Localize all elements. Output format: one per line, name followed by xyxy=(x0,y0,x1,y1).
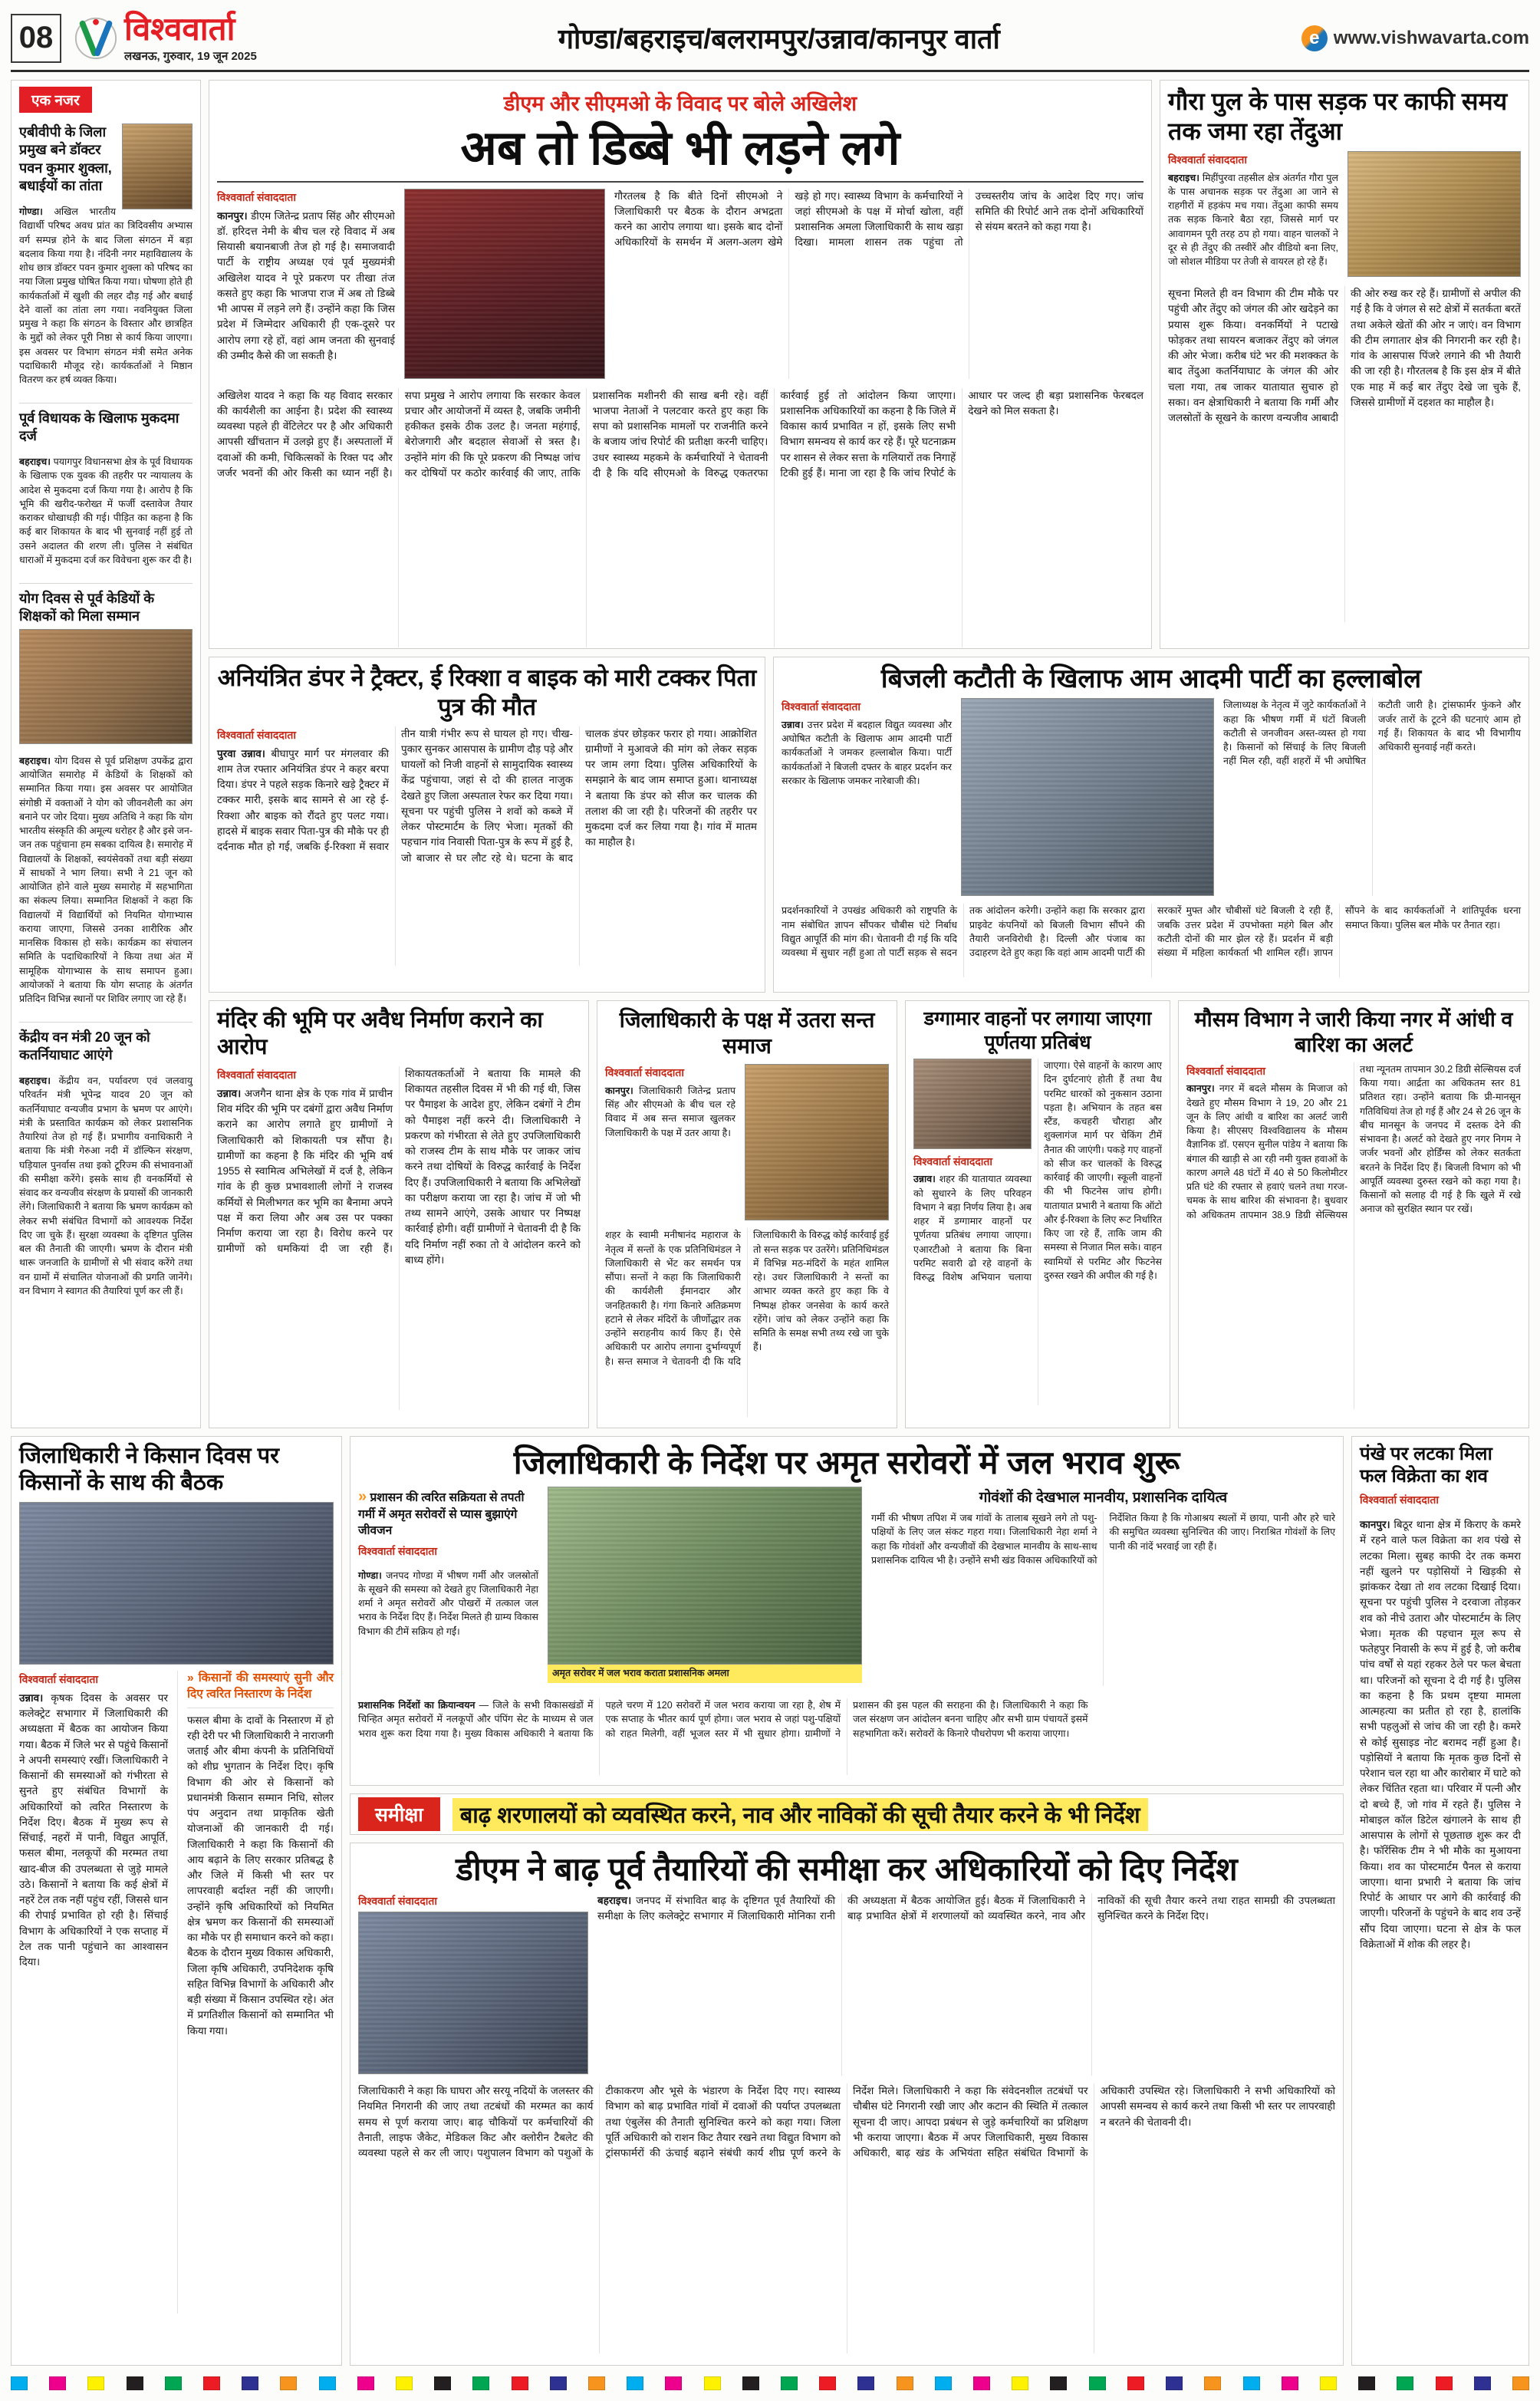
chevron-marker-icon: » xyxy=(187,1671,194,1685)
article-kisan xyxy=(11,1436,342,2366)
article-amrit xyxy=(350,1436,1344,1786)
page-number: 08 xyxy=(11,14,61,63)
website-url: www.vishwavarta.com xyxy=(1333,27,1529,48)
article-headline: डीएम ने बाढ़ पूर्व तैयारियों की समीक्षा कर अधिकारियों को दिए निर्देश xyxy=(456,1851,1238,1887)
vishwavarta-logo-icon xyxy=(74,16,118,61)
color-chip xyxy=(588,2376,605,2390)
article-text-cols: जिलाध्यक्ष के नेतृत्व में जुटे कार्यकर्ताओं ने कहा कि भीषण गर्मी में घंटों बिजली कटौती से जनजीवन अस्त-व्यस्त हो गया है। किसानों को सिंचाई के लिए बिजली नहीं मिल रही, वहीं शहरों में भी अघोषित कटौती जारी है। ट्रांसफार्मर फुंकने और जर्जर तारों के टूटने की घटनाएं आम हो गई हैं। शिकायत के बाद भी विभागीय अधिकारी सुनवाई नहीं करते। xyxy=(1223,700,1521,767)
color-chip xyxy=(1050,2376,1067,2390)
article-pankha xyxy=(1351,1436,1529,2366)
kisan-subheadline: » किसानों की समस्याएं सुनी और दिए त्वरित निस्तारण के निर्देश xyxy=(187,1671,334,1708)
color-chip xyxy=(49,2376,66,2390)
color-chip xyxy=(319,2376,336,2390)
byline: विश्ववार्ता संवाददाता xyxy=(358,1895,438,1908)
dateline: बहराइच। xyxy=(19,755,51,766)
article-text-col: » किसानों की समस्याएं सुनी और दिए त्वरित निस्तारण के निर्देश फसल बीमा के दावों के निस्तारण में हो रही देरी पर भी जिलाधिकारी ने नाराजगी जताई और बीमा कंपनी के प्रतिनिधियों को शीघ्र भुगतान के निर्देश दिए। कृषि विभाग की ओर से किसानों को प्रधानमंत्री किसान सम्मान निधि, सोलर पंप अनुदान तथा प्राकृतिक खेती योजनाओं की जानकारी दी गई। जिलाधिकारी ने कहा कि किसानों की आय बढ़ाने के लिए सरकार प्रतिबद्ध है और जिले में किसी भी स्तर पर लापरवाही बर्दाश्त नहीं की जाएगी। उन्होंने कृषि अधिकारियों को नियमित क्षेत्र भ्रमण कर किसानों की समस्याओं का मौके पर ही समाधान करने को कहा। बैठक के दौरान मुख्य विकास अधिकारी, जिला कृषि अधिकारी, उपनिदेशक कृषि सहित विभिन्न विभागों के अधिकारी और बड़ी संख्या में किसान उपस्थित रहे। अंत में प्रगतिशील किसानों को सम्मानित भी किया गया। xyxy=(177,1671,334,2314)
article-text-cols: अखिलेश यादव ने कहा कि यह विवाद सरकार की कार्यशैली का आईना है। प्रदेश की स्वास्थ्य व्यवस्था पहले ही वेंटिलेटर पर है और अधिकारी आपसी खींचतान में उलझे हुए हैं। अस्पतालों में दवाओं की कमी, चिकित्सकों के रिक्त पद और जर्जर भवनों की ओर किसी का ध्यान नहीं है। सपा प्रमुख ने आरोप लगाया कि सरकार केवल प्रचार और आयोजनों में व्यस्त है, जबकि जमीनी हकीकत इसके ठीक उलट है। जनता महंगाई, बेरोजगारी और बदहाल सेवाओं से त्रस्त है। उन्होंने मांग की कि पूरे प्रकरण की निष्पक्ष जांच कर दोषियों पर कठोर कार्रवाई की जाए, ताकि प्रशासनिक मशीनरी की साख बनी रहे। वहीं भाजपा नेताओं ने पलटवार करते हुए कहा कि सपा को प्रशासनिक मामलों पर राजनीति करने के बजाय जांच रिपोर्ट की प्रतीक्षा करनी चाहिए। उधर स्वास्थ्य महकमे के कर्मचारियों ने चेतावनी दी है कि यदि सीएमओ के विरुद्ध एकतरफा कार्रवाई हुई तो आंदोलन किया जाएगा। प्रशासनिक अधिकारियों का कहना है कि जिले में विकास कार्य प्रभावित न हों, इसके लिए सभी विभाग समन्वय से कार्य कर रहे हैं। पूरे घटनाक्रम पर शासन से लेकर सत्ता के गलियारों तक निगाहें टिकी हुई हैं। माना जा रहा है कि जांच रिपोर्ट के आधार पर जल्द ही बड़ा प्रशासनिक फेरबदल देखने को मिल सकता है। xyxy=(217,389,1143,479)
article-headline: डग्गामार वाहनों पर लगाया जाएगा पूर्णतया प्रतिबंध xyxy=(923,1008,1152,1053)
color-chip xyxy=(280,2376,297,2390)
article-text-col: विश्ववार्ता संवाददाता उन्नाव। कृषक दिवस के अवसर पर कलेक्ट्रेट सभागार में जिलाधिकारी की अध्यक्षता में बैठक का आयोजन किया गया। बैठक में जिले भर से पहुंचे किसानों ने अपनी समस्याएं रखीं। जिलाधिकारी ने किसानों की समस्याओं को गंभीरता से सुनते हुए संबंधित विभागों के अधिकारियों को त्वरित निस्तारण के निर्देश दिए। बैठक में मुख्य रूप से सिंचाई, नहरों में पानी, विद्युत आपूर्ति, फसल बीमा, नलकूपों की मरम्मत तथा खाद-बीज की उपलब्धता से जुड़े मामले उठे। किसानों ने बताया कि कई क्षेत्रों में नहरें टेल तक नहीं पहुंच रहीं, जिससे धान की रोपाई प्रभावित हो रही है। सिंचाई विभाग के अधिकारियों ने एक सप्ताह में टेल तक पानी पहुंचाने का आश्वासन दिया। xyxy=(19,1672,168,1968)
article-text-col: विश्ववार्ता संवाददाता कानपुर। जिलाधिकारी जितेन्द्र प्रताप सिंह और सीएमओ के बीच चल रहे विवाद में अब सन्त समाज खुलकर जिलाधिकारी के पक्ष में उतर आया है। xyxy=(605,1066,735,1138)
amrit-subheadline-2: प्रशासनिक निर्देशों का क्रियान्वयन xyxy=(358,1700,475,1711)
sidebar-body: बहराइच। केंद्रीय वन, पर्यावरण एवं जलवायु परिवर्तन मंत्री भूपेन्द्र यादव 20 जून को कतर्नियाघाट वन्यजीव प्रभाग के भ्रमण पर आएंगे। मंत्री के प्रस्तावित कार्यक्रम को लेकर प्रशासनिक तैयारियां तेज हो गई हैं। प्रभागीय वनाधिकारी ने बताया कि मंत्री गेरुआ नदी में डॉल्फिन संरक्षण, घड़ियाल पुनर्वास तथा इको टूरिज्म की संभावनाओं की समीक्षा करेंगे। इसके साथ ही वनकर्मियों से संवाद कर वन्यजीव संरक्षण के प्रयासों की जानकारी लेंगे। जिलाधिकारी ने बताया कि भ्रमण कार्यक्रम को लेकर सभी संबंधित विभागों को आवश्यक निर्देश दिए जा चुके हैं। सुरक्षा व्यवस्था के दृष्टिगत पुलिस बल की तैनाती की जाएगी। भ्रमण के दौरान मंत्री थारू जनजाति के ग्रामीणों से भी संवाद करेंगे तथा वन ग्रामों में संचालित योजनाओं की प्रगति जानेंगे। वन विभाग ने स्वागत की तैयारियां पूर्ण कर ली हैं। xyxy=(19,1075,192,1296)
sidebar-body: बहराइच। योग दिवस से पूर्व प्रशिक्षण उपकेंद्र द्वारा आयोजित समारोह में केडियों के शिक्षकों को सम्मानित किया गया। इस अवसर पर आयोजित संगोष्ठी में वक्ताओं ने योग को जीवनशैली का अंग बनाने पर जोर दिया। मुख्य अतिथि ने कहा कि योग भारतीय संस्कृति की अमूल्य धरोहर है और इसे जन-जन तक पहुंचाना हम सबका दायित्व है। समारोह में विद्यालयों के शिक्षकों, स्वयंसेवकों तथा बड़ी संख्या में साधकों ने भाग लिया। सभी ने 21 जून को आयोजित होने वाले मुख्य समारोह में सहभागिता का संकल्प लिया। सम्मानित शिक्षकों ने कहा कि विद्यालयों में विद्यार्थियों को नियमित योगाभ्यास कराया जाएगा, जिससे उनका शारीरिक और मानसिक विकास हो सके। कार्यक्रम का संचालन समिति के पदाधिकारियों ने किया तथा अंत में सामूहिक योगाभ्यास के साथ समापन हुआ। आयोजकों ने बताया कि योग सप्ताह के अंतर्गत प्रतिदिन विभिन्न स्थानों पर शिविर लगाए जा रहे हैं। xyxy=(19,755,192,1005)
sidebar-article-van-mantri xyxy=(19,1022,192,1314)
color-chip xyxy=(165,2376,182,2390)
article-mausam xyxy=(1178,1000,1529,1428)
dateline: कानपुर। xyxy=(217,209,248,222)
color-chip xyxy=(742,2376,759,2390)
color-chip xyxy=(1012,2376,1028,2390)
article-headline: पंखे पर लटका मिला फल विक्रेता का शव xyxy=(1360,1444,1492,1487)
chevron-marker-icon: » xyxy=(358,1488,367,1506)
color-chip xyxy=(357,2376,374,2390)
byline: विश्ववार्ता संवाददाता xyxy=(1168,153,1248,166)
ek-nazar-tab: एक नजर xyxy=(19,87,92,113)
article-headline: जिलाधिकारी ने किसान दिवस पर किसानों के साथ की बैठक xyxy=(19,1444,279,1496)
article-text-cols: गौरतलब है कि बीते दिनों सीएमओ ने जिलाधिकारी पर बैठक के दौरान अभद्रता करने का आरोप लगाया था। इसके बाद दोनों अधिकारियों के समर्थन में अलग-अलग खेमे खड़े हो गए। स्वास्थ्य विभाग के कर्मचारियों ने जहां सीएमओ के पक्ष में मोर्चा खोला, वहीं प्रशासनिक अमला जिलाधिकारी के साथ खड़ा दिखा। मामला शासन तक पहुंचा तो उच्चस्तरीय जांच के आदेश दिए गए। जांच समिति की रिपोर्ट आने तक दोनों अधिकारियों से संयम बरतने को कहा गया है। xyxy=(614,189,1143,249)
city-date: लखनऊ, गुरुवार, 19 जून 2025 xyxy=(124,49,257,63)
byline: विश्ववार्ता संवाददाता xyxy=(1186,1064,1266,1077)
leopard-photo xyxy=(1348,151,1521,277)
article-headline: बिजली कटौती के खिलाफ आम आदमी पार्टी का हल्लाबोल xyxy=(880,664,1422,693)
sidebar-headline: केंद्रीय वन मंत्री 20 जून को कतर्नियाघाट आएंगे xyxy=(19,1029,150,1063)
byline: विश्ववार्ता संवाददाता xyxy=(19,1672,99,1685)
sidebar-body: बहराइच। पयागपुर विधानसभा क्षेत्र के पूर्व विधायक के खिलाफ एक युवक की तहरीर पर न्यायालय के आदेश से मुकदमा दर्ज किया गया है। आरोप है कि भूमि की खरीद-फरोख्त में फर्जी दस्तावेज तैयार कराकर धोखाधड़ी की गई। पीड़ित का कहना है कि कई बार शिकायत के बाद भी सुनवाई नहीं हुई तो उसने अदालत की शरण ली। पुलिस ने संबंधित धाराओं में मुकदमा दर्ज कर विवेचना शुरू कर दी है। xyxy=(19,456,192,565)
article-text-col: विश्ववार्ता संवाददाता उन्नाव। उत्तर प्रदेश में बदहाल विद्युत व्यवस्था और अघोषित कटौती के खिलाफ आम आदमी पार्टी कार्यकर्ताओं ने जमकर हल्लाबोल किया। पार्टी कार्यकर्ताओं ने बिजली दफ्तर के बाहर प्रदर्शन कर सरकार के खिलाफ जमकर नारेबाजी की। xyxy=(782,700,952,786)
article-text-cols: विश्ववार्ता संवाददाता उन्नाव। शहर की यातायात व्यवस्था को सुधारने के लिए परिवहन विभाग ने बड़ा निर्णय लिया है। अब शहर में डग्गामार वाहनों पर पूर्णतया प्रतिबंध लगाया जाएगा। एआरटीओ ने बताया कि बिना परमिट सवारी ढो रहे वाहनों के विरुद्ध विशेष अभियान चलाया जाएगा। ऐसे वाहनों के कारण आए दिन दुर्घटनाएं होती हैं तथा वैध परमिट धारकों को नुकसान उठाना पड़ता है। अभियान के तहत बस स्टैंड, कचहरी चौराहा और शुक्लागंज मार्ग पर चेकिंग टीमें तैनात की जाएंगी। पकड़े गए वाहनों को सीज कर चालकों के विरुद्ध कार्रवाई की जाएगी। स्कूली वाहनों की भी फिटनेस जांच होगी। यातायात प्रभारी ने बताया कि ऑटो और ई-रिक्शा के लिए रूट निर्धारित किए जा रहे हैं, ताकि जाम की समस्या से निजात मिल सके। वाहन स्वामियों से परमिट और फिटनेस दुरुस्त रखने की अपील की गई है। xyxy=(913,1060,1162,1283)
dateline: कानपुर। xyxy=(605,1085,633,1096)
color-chip xyxy=(87,2376,104,2390)
article-headline: मौसम विभाग ने जारी किया नगर में आंधी व बारिश का अलर्ट xyxy=(1194,1008,1513,1056)
color-chip xyxy=(1089,2376,1106,2390)
color-chip xyxy=(396,2376,413,2390)
amrit-lead: » प्रशासन की त्वरित सक्रियता से तपती गर्मी में अमृत सरोवरों से प्यास बुझाएंगे जीवजन xyxy=(358,1488,525,1538)
sidebar-article-yoga xyxy=(19,583,192,1022)
color-chip xyxy=(1512,2376,1529,2390)
article-daggamar xyxy=(905,1000,1170,1428)
color-chip xyxy=(1474,2376,1491,2390)
dateline: बहराइच। xyxy=(597,1895,632,1907)
color-chip xyxy=(512,2376,528,2390)
abvp-leader-photo xyxy=(122,124,192,209)
photo-caption: अमृत सरोवर में जल भराव कराता प्रशासनिक अमला xyxy=(548,1665,862,1683)
dateline: बहराइच। xyxy=(19,1075,51,1087)
website-link[interactable] xyxy=(1301,25,1529,51)
color-chip xyxy=(781,2376,798,2390)
dateline: उन्नाव। xyxy=(217,1087,242,1099)
dateline: कानपुर। xyxy=(1186,1083,1215,1095)
dateline: उन्नाव। xyxy=(782,719,804,730)
article-dmflood xyxy=(350,1843,1344,2366)
article-text-cols: विश्ववार्ता संवाददाता कानपुर। नगर में बदले मौसम के मिजाज को देखते हुए मौसम विभाग ने 19, 20 और 21 जून के लिए आंधी व बारिश का अलर्ट जारी किया है। सीएसए विश्वविद्यालय के मौसम वैज्ञानिक डॉ. एसएन सुनील पांडेय ने बताया कि बंगाल की खाड़ी से आ रही नमी युक्त हवाओं के कारण अगले 48 घंटों में 40 से 50 किलोमीटर प्रति घंटे की रफ्तार से हवाएं चलने तथा गरज-चमक के साथ बारिश की संभावना है। बुधवार को अधिकतम तापमान 38.9 डिग्री सेल्सियस तथा न्यूनतम तापमान 30.2 डिग्री सेल्सियस दर्ज किया गया। आर्द्रता का अधिकतम स्तर 81 प्रतिशत रहा। उन्होंने बताया कि प्री-मानसून गतिविधियां तेज हो गई हैं और 24 से 26 जून के बीच मानसून के जनपद में दस्तक देने की संभावना है। अलर्ट को देखते हुए नगर निगम ने जर्जर भवनों और होर्डिंग्स को लेकर सतर्कता बरतने के निर्देश दिए हैं। बिजली विभाग को भी आपूर्ति व्यवस्था दुरुस्त रखने को कहा गया है। किसानों को सलाह दी गई है कि खुले में रखे अनाज को सुरक्षित स्थान पर रखें। xyxy=(1186,1063,1521,1220)
article-text-cols: प्रदर्शनकारियों ने उपखंड अधिकारी को राष्ट्रपति के नाम संबोधित ज्ञापन सौंपकर चौबीस घंटे निर्बाध विद्युत आपूर्ति की मांग की। चेतावनी दी गई कि यदि व्यवस्था में सुधार नहीं हुआ तो पार्टी सड़क से सदन तक आंदोलन करेगी। उन्होंने कहा कि सरकार द्वारा प्राइवेट कंपनियों को बिजली विभाग सौंपने की तैयारी जनविरोधी है। दिल्ली और पंजाब का उदाहरण देते हुए कहा कि वहां आम आदमी पार्टी की सरकारें मुफ्त और चौबीसों घंटे बिजली दे रही हैं, जबकि उत्तर प्रदेश में उपभोक्ता महंगे बिल और कटौती दोनों की मार झेल रहे हैं। प्रदर्शन में बड़ी संख्या में महिला कार्यकर्ता भी शामिल रहीं। ज्ञापन सौंपने के बाद कार्यकर्ताओं ने शांतिपूर्वक धरना समाप्त किया। पुलिस बल मौके पर तैनात रहा। xyxy=(782,905,1521,959)
color-chip xyxy=(897,2376,913,2390)
lead-headline: अब तो डिब्बे भी लड़ने लगे xyxy=(460,122,900,175)
article-headline: जिलाधिकारी के निर्देश पर अमृत सरोवरों में जल भराव शुरू xyxy=(513,1444,1180,1480)
dateline: उन्नाव। xyxy=(19,1691,44,1704)
color-chip xyxy=(1320,2376,1337,2390)
sameeksha-bar xyxy=(350,1793,1344,1835)
article-tendua xyxy=(1160,80,1529,649)
sant-samaj-photo xyxy=(745,1064,889,1220)
sameeksha-badge: समीक्षा xyxy=(358,1797,440,1831)
dateline: बहराइच। xyxy=(1168,172,1199,183)
akhilesh-stage-photo xyxy=(404,189,605,379)
color-chip xyxy=(665,2376,682,2390)
kicker: डीएम और सीएमओ के विवाद पर बोले अखिलेश xyxy=(503,92,857,115)
brand-text xyxy=(124,10,257,64)
article-sant xyxy=(597,1000,897,1428)
byline: विश्ववार्ता संवाददाता xyxy=(782,700,861,713)
article-text-cols: गर्मी की भीषण तपिश में जब गांवों के तालाब सूखने लगे तो पशु-पक्षियों के लिए जल संकट गहरा गया। जिलाधिकारी नेहा शर्मा ने कहा कि गोवंशों और वन्यजीवों की देखभाल मानवीय के साथ-साथ प्रशासनिक दायित्व भी है। उन्होंने सभी खंड विकास अधिकारियों को निर्देशित किया है कि गोआश्रय स्थलों में छाया, पानी और हरे चारे की समुचित व्यवस्था सुनिश्चित की जाए। निराश्रित गोवंशों के लिए पानी की नांदें भरवाई जा रही हैं। xyxy=(871,1513,1335,1566)
byline: विश्ववार्ता संवाददाता xyxy=(217,1068,297,1081)
byline: विश्ववार्ता संवाददाता xyxy=(913,1155,993,1168)
color-chip xyxy=(242,2376,258,2390)
article-text-cols: विश्ववार्ता संवाददाता पुरवा उन्नाव। बीघापुर मार्ग पर मंगलवार की शाम तेज रफ्तार अनियंत्रित डंपर ने कहर बरपा दिया। डंपर ने पहले सड़क किनारे खड़े ट्रैक्टर में टक्कर मारी, इसके बाद सामने से आ रहे ई-रिक्शा और बाइक को रौंदते हुए पलट गया। हादसे में बाइक सवार पिता-पुत्र की मौके पर ही दर्दनाक मौत हो गई, जबकि ई-रिक्शा में सवार तीन यात्री गंभीर रूप से घायल हो गए। चीख-पुकार सुनकर आसपास के ग्रामीण दौड़ पड़े और घायलों को निजी वाहनों से सामुदायिक स्वास्थ्य केंद्र पहुंचाया, जहां से दो की हालत नाजुक देखते हुए जिला अस्पताल रेफर कर दिया गया। सूचना पर पहुंची पुलिस ने शवों को कब्जे में लेकर पोस्टमार्टम के लिए भेजा। मृतकों की पहचान गांव निवासी पिता-पुत्र के रूप में हुई है, जो बाजार से घर लौट रहे थे। घटना के बाद चालक डंपर छोड़कर फरार हो गया। आक्रोशित ग्रामीणों ने मुआवजे की मांग को लेकर सड़क पर जाम लगा दिया। पुलिस अधिकारियों के समझाने के बाद जाम समाप्त हुआ। थानाध्यक्ष ने बताया कि डंपर को सीज कर चालक की तलाश की जा रही है। परिजनों की तहरीर पर मुकदमा दर्ज कर लिया गया है। गांव में मातम का माहौल है। xyxy=(217,727,757,864)
edition-title: गोण्डा/बहराइच/बलरामपुर/उन्नाव/कानपुर वार्ता xyxy=(558,23,1000,54)
color-chip xyxy=(550,2376,567,2390)
masthead xyxy=(11,6,1529,72)
article-text-col: विश्ववार्ता संवाददाता कानपुर। डीएम जितेन्द्र प्रताप सिंह और सीएमओ डॉ. हरिदत्त नेमी के बीच चल रहे विवाद में अब सियासी बयानबाजी तेज हो गई है। समाजवादी पार्टी के राष्ट्रीय अध्यक्ष एवं पूर्व मुख्यमंत्री अखिलेश यादव ने पूरे प्रकरण पर तीखा तंज कसते हुए कहा कि भाजपा राज में अब तो डिब्बे भी आपस में लड़ने लगे हैं। उन्होंने कहा कि जिस प्रदेश में जिम्मेदार अधिकारी ही एक-दूसरे पर आरोप लगा रहे हों, वहां आम जनता की सुनवाई की उम्मीद कैसे की जा सकती है। xyxy=(217,190,395,361)
dateline: गोण्डा। xyxy=(19,206,43,218)
article-text-cols: प्रशासनिक निर्देशों का क्रियान्वयन — जिले के सभी विकासखंडों में चिन्हित अमृत सरोवरों में नलकूपों और पंपिंग सेट के माध्यम से जल भराव शुरू करा दिया गया है। मुख्य विकास अधिकारी ने बताया कि पहले चरण में 120 सरोवरों में जल भराव कराया जा रहा है, शेष में एक सप्ताह के भीतर कार्य पूर्ण होगा। जल भराव से जहां पशु-पक्षियों को राहत मिलेगी, वहीं भूजल स्तर में भी सुधार होगा। ग्रामीणों ने प्रशासन की इस पहल की सराहना की है। जिलाधिकारी ने कहा कि जल संरक्षण जन आंदोलन बनना चाहिए और सभी ग्राम पंचायतें इसमें सहभागिता करें। सरोवरों के किनारे पौधरोपण भी कराया जाएगा। xyxy=(358,1700,1088,1739)
article-text-cols: शहर के स्वामी मनीषानंद महाराज के नेतृत्व में सन्तों के एक प्रतिनिधिमंडल ने जिलाधिकारी से भेंट कर समर्थन पत्र सौंपा। सन्तों ने कहा कि जिलाधिकारी की कार्यशैली ईमानदार और जनहितकारी है। गंगा किनारे अतिक्रमण हटाने से लेकर मंदिरों के जीर्णोद्धार तक उन्होंने सराहनीय कार्य किए हैं। ऐसे अधिकारी पर आरोप लगाना दुर्भाग्यपूर्ण है। सन्त समाज ने चेतावनी दी कि यदि जिलाधिकारी के विरुद्ध कोई कार्रवाई हुई तो सन्त सड़क पर उतरेंगे। प्रतिनिधिमंडल में विभिन्न मठ-मंदिरों के महंत शामिल रहे। उधर जिलाधिकारी ने सन्तों का आभार व्यक्त करते हुए कहा कि वे निष्पक्ष होकर जनसेवा के कार्य करते रहेंगे। जांच को लेकर उन्होंने कहा कि समिति के समक्ष सभी तथ्य रखे जा चुके हैं। xyxy=(605,1230,889,1367)
color-chip xyxy=(819,2376,836,2390)
article-dumper xyxy=(209,657,765,993)
amrit-photo-wrap xyxy=(548,1487,862,1692)
color-chip xyxy=(1397,2376,1413,2390)
color-chip xyxy=(434,2376,451,2390)
byline: विश्ववार्ता संवाददाता xyxy=(217,728,297,741)
print-color-strip xyxy=(11,2373,1529,2393)
color-chip xyxy=(1204,2376,1221,2390)
kisan-meeting-photo xyxy=(19,1502,334,1665)
article-headline: मंदिर की भूमि पर अवैध निर्माण कराने का आरोप xyxy=(217,1008,543,1060)
dateline: कानपुर। xyxy=(1360,1519,1390,1531)
sidebar-article-mukadma xyxy=(19,403,192,583)
article-text-col xyxy=(871,1487,1335,1692)
aap-protest-photo xyxy=(961,698,1214,896)
brand-block xyxy=(74,10,257,64)
article-text-cols: विश्ववार्ता संवाददाता उन्नाव। अजगैन थाना क्षेत्र के एक गांव में प्राचीन शिव मंदिर की भूमि पर दबंगों द्वारा अवैध निर्माण कराने का आरोप लगाते हुए ग्रामीणों ने जिलाधिकारी को शिकायती पत्र सौंपा है। ग्रामीणों का कहना है कि मंदिर की भूमि वर्ष 1955 से स्वामित्व अभिलेखों में दर्ज है, लेकिन गांव के ही कुछ प्रभावशाली लोगों ने राजस्व कर्मियों से मिलीभगत कर भूमि का बैनामा अपने पक्ष में करा लिया और अब उस पर पक्का निर्माण कराया जा रहा है। विरोध करने पर ग्रामीणों को धमकियां दी जा रही हैं। शिकायतकर्ताओं ने बताया कि मामले की शिकायत तहसील दिवस में भी की गई थी, जिस पर पैमाइश के आदेश हुए, लेकिन दबंगों ने टीम को पैमाइश नहीं करने दी। जिलाधिकारी ने प्रकरण को गंभीरता से लेते हुए उपजिलाधिकारी को राजस्व टीम के साथ मौके पर जाकर जांच करने तथा दोषियों के विरुद्ध कार्रवाई के निर्देश दिए हैं। उपजिलाधिकारी ने बताया कि अभिलेखों का परीक्षण कराया जा रहा है। जांच में जो भी तथ्य सामने आएंगे, उसके आधार पर निष्पक्ष कार्रवाई होगी। वहीं ग्रामीणों ने चेतावनी दी है कि यदि निर्माण नहीं रुका तो वे आंदोलन करने को बाध्य होंगे। xyxy=(217,1067,581,1266)
byline: विश्ववार्ता संवाददाता xyxy=(605,1066,685,1079)
color-chip xyxy=(935,2376,952,2390)
sidebar-ek-nazar xyxy=(11,80,201,1428)
color-chip xyxy=(1282,2376,1298,2390)
sidebar-headline: एबीवीपी के जिला प्रमुख बने डॉक्टर पवन कुमार शुक्ला, बधाईयों का तांता xyxy=(19,124,112,194)
sidebar-article-abvp xyxy=(19,117,192,403)
byline: विश्ववार्ता संवाददाता xyxy=(358,1545,438,1558)
byline: विश्ववार्ता संवाददाता xyxy=(1360,1493,1440,1506)
dateline: बहराइच। xyxy=(19,456,51,468)
article-text-col: कानपुर। बिठूर थाना क्षेत्र में किराए के कमरे में रहने वाले फल विक्रेता का शव पंखे से लटका मिला। सुबह काफी देर तक कमरा नहीं खुलने पर पड़ोसियों ने खिड़की से झांककर देखा तो शव लटका दिखाई दिया। सूचना पर पहुंची पुलिस ने दरवाजा तोड़कर शव को नीचे उतारा और पोस्टमार्टम के लिए भेजा। मृतक की पहचान मूल रूप से फतेहपुर निवासी के रूप में हुई है, जो करीब पांच वर्षों से यहां रहकर ठेले पर फल बेचता था। परिजनों को सूचना दे दी गई है। पुलिस का कहना है कि प्रथम दृष्टया मामला आत्महत्या का प्रतीत हो रहा है, हालांकि सभी पहलुओं से जांच की जा रही है। कमरे से कोई सुसाइड नोट बरामद नहीं हुआ है। पड़ोसियों ने बताया कि मृतक कुछ दिनों से परेशान चल रहा था और कारोबार में घाटे को लेकर चिंतित रहता था। परिवार में पत्नी और दो बच्चे हैं, जो गांव में रहते हैं। पुलिस ने मोबाइल कॉल डिटेल खंगालने के साथ ही आसपास के लोगों से पूछताछ शुरू कर दी है। फॉरेंसिक टीम ने भी मौके का मुआयना किया। शव का पोस्टमार्टम पैनल से कराया जाएगा। थाना प्रभारी ने बताया कि जांच रिपोर्ट के आधार पर आगे की कार्रवाई की जाएगी। परिजनों के पहुंचने के बाद शव उन्हें सौंप दिया जाएगा। घटना से क्षेत्र के फल विक्रेताओं में शोक की लहर है। xyxy=(1360,1519,1521,1950)
daggamar-vehicle-photo xyxy=(913,1059,1032,1149)
globe-e-icon: e xyxy=(1301,25,1328,51)
byline: विश्ववार्ता संवाददाता xyxy=(217,190,297,203)
color-chip xyxy=(1436,2376,1453,2390)
article-text-cols: बहराइच। जनपद में संभावित बाढ़ के दृष्टिगत पूर्व तैयारियों की समीक्षा के लिए कलेक्ट्रेट सभागार में जिलाधिकारी मोनिका रानी की अध्यक्षता में बैठक आयोजित हुई। बैठक में जिलाधिकारी ने बाढ़ प्रभावित क्षेत्रों में शरणालयों को व्यवस्थित करने, नाव और नाविकों की सूची तैयार करने तथा राहत सामग्री की उपलब्धता सुनिश्चित करने के निर्देश दिए। xyxy=(597,1895,1335,1922)
headline-rule xyxy=(217,181,1143,183)
color-chip xyxy=(127,2376,143,2390)
color-chip xyxy=(1166,2376,1183,2390)
yoga-group-photo xyxy=(19,629,192,744)
color-chip xyxy=(1358,2376,1375,2390)
article-bijli xyxy=(773,657,1529,993)
article-akhilesh xyxy=(209,80,1152,649)
color-chip xyxy=(857,2376,874,2390)
color-chip xyxy=(472,2376,489,2390)
article-text-col: विश्ववार्ता संवाददाता बहराइच। मिहींपुरवा तहसील क्षेत्र अंतर्गत गौरा पुल के पास अचानक सड़क पर तेंदुआ आ जाने से राहगीरों में हड़कंप मच गया। तेंदुआ काफी समय तक सड़क किनारे बैठा रहा, जिससे मार्ग पर आवागमन पूरी तरह ठप हो गया। वाहन चालकों ने दूर से ही तेंदुए की तस्वीरें और वीडियो बना लिए, जो सोशल मीडिया पर तेजी से वायरल हो रहे हैं। xyxy=(1168,153,1338,267)
brand-name: विश्ववार्ता xyxy=(124,10,235,47)
sidebar-headline: पूर्व विधायक के खिलाफ मुकदमा दर्ज xyxy=(19,410,179,444)
flood-review-meeting-photo xyxy=(358,1912,588,2074)
dateline: उन्नाव। xyxy=(913,1174,936,1185)
article-mandir xyxy=(209,1000,589,1428)
color-chip xyxy=(973,2376,990,2390)
color-chip xyxy=(1243,2376,1260,2390)
color-chip xyxy=(1127,2376,1144,2390)
sameeksha-strap: बाढ़ शरणालयों को व्यवस्थित करने, नाव और नाविकों की सूची तैयार करने के भी निर्देश xyxy=(452,1798,1148,1831)
article-text-cols: जिलाधिकारी ने कहा कि घाघरा और सरयू नदियों के जलस्तर की नियमित निगरानी की जाए तथा तटबंधों की मरम्मत का कार्य समय से पूर्ण कराया जाए। बाढ़ चौकियों पर कर्मचारियों की तैनाती, लाइफ जैकेट, मेडिकल किट और क्लोरीन टैबलेट की व्यवस्था पहले से कर ली जाए। पशुपालन विभाग को पशुओं के टीकाकरण और भूसे के भंडारण के निर्देश दिए गए। स्वास्थ्य विभाग को बाढ़ प्रभावित गांवों में दवाओं की पर्याप्त उपलब्धता तथा एंबुलेंस की तैनाती सुनिश्चित करने को कहा गया। जिला पूर्ति अधिकारी को राशन किट तैयार रखने तथा विद्युत विभाग को ट्रांसफार्मरों की ऊंचाई बढ़ाने संबंधी कार्य शीघ्र पूर्ण करने के निर्देश मिले। जिलाधिकारी ने कहा कि संवेदनशील तटबंधों पर चौबीस घंटे निगरानी रखी जाए और कटान की स्थिति में तत्काल सूचना दी जाए। आपदा प्रबंधन से जुड़े कर्मचारियों का प्रशिक्षण भी कराया जाएगा। बैठक में अपर जिलाधिकारी, मुख्य विकास अधिकारी, बाढ़ खंड के अभियंता सहित संबंधित विभागों के अधिकारी उपस्थित रहे। जिलाधिकारी ने सभी अधिकारियों को आपसी समन्वय से कार्य करने तथा किसी भी स्तर पर लापरवाही न बरतने की चेतावनी दी। xyxy=(358,2085,1335,2159)
dmflood-photo-wrap xyxy=(358,1893,588,2077)
amrit-sarovar-photo xyxy=(548,1487,862,1665)
color-chip xyxy=(203,2376,220,2390)
sidebar-body: गोण्डा। अखिल भारतीय विद्यार्थी परिषद अवध प्रांत का त्रिदिवसीय अभ्यास वर्ग सम्पन्न होने के बाद जिला संगठन में बड़ा बदलाव किया गया है। नंदिनी नगर महाविद्यालय के शोध छात्र डॉक्टर पवन कुमार शुक्ला को परिषद का नया जिला प्रमुख घोषित किया गया। घोषणा होते ही कार्यकर्ताओं में खुशी की लहर दौड़ गई और बधाई देने वालों का तांता लग गया। नवनियुक्त जिला प्रमुख ने कहा कि संगठन के विस्तार और छात्रहित के मुद्दों को लेकर पूरी निष्ठा से कार्य किया जाएगा। इस अवसर पर विभाग संगठन मंत्री समेत अनेक पदाधिकारी मौजूद रहे। कार्यकर्ताओं ने मिष्ठान वितरण कर हर्ष व्यक्त किया। xyxy=(19,206,192,386)
amrit-subheadline: गोवंशों की देखभाल मानवीय, प्रशासनिक दायित्व xyxy=(979,1490,1228,1507)
dateline: गोण्डा। xyxy=(358,1569,382,1581)
dateline: पुरवा उन्नाव। xyxy=(217,747,265,759)
color-chip xyxy=(11,2376,28,2390)
article-text-cols: सूचना मिलते ही वन विभाग की टीम मौके पर पहुंची और तेंदुए को जंगल की ओर खदेड़ने का प्रयास शुरू किया। वनकर्मियों ने पटाखे फोड़कर तथा सायरन बजाकर तेंदुए को जंगल की ओर भेजा। करीब घंटे भर की मशक्कत के बाद तेंदुआ कतर्नियाघाट के जंगल की ओर चला गया, तब जाकर यातायात सुचारु हो सका। वन क्षेत्राधिकारी ने बताया कि गर्मी और जलस्रोतों के सूखने के कारण वन्यजीव आबादी की ओर रुख कर रहे हैं। ग्रामीणों से अपील की गई है कि वे जंगल से सटे क्षेत्रों में सतर्कता बरतें तथा अकेले खेतों की ओर न जाएं। वन विभाग की टीम लगातार क्षेत्र की निगरानी कर रही है। गांव के आसपास पिंजरे लगाने की भी तैयारी की जा रही है। गौरतलब है कि इस क्षेत्र में बीते एक माह में कई बार तेंदुए देखे जा चुके हैं, जिससे ग्रामीणों में दहशत का माहौल है। xyxy=(1168,288,1521,424)
article-headline: गौरा पुल के पास सड़क पर काफी समय तक जमा रहा तेंदुआ xyxy=(1168,87,1508,146)
color-chip xyxy=(704,2376,721,2390)
sidebar-headline: योग दिवस से पूर्व केडियों के शिक्षकों को मिला सम्मान xyxy=(19,590,155,624)
article-text-col: » प्रशासन की त्वरित सक्रियता से तपती गर्मी में अमृत सरोवरों से प्यास बुझाएंगे जीवजन विश्ववार्ता संवाददाता गोण्डा। जनपद गोण्डा में भीषण गर्मी और जलस्रोतों के सूखने की समस्या को देखते हुए जिलाधिकारी नेहा शर्मा ने अमृत सरोवरों और पोखरों में तत्काल जल भराव के निर्देश दिए हैं। निर्देश मिलते ही ग्राम्य विकास विभाग की टीमें सक्रिय हो गईं। xyxy=(358,1488,538,1637)
article-headline: अनियंत्रित डंपर ने ट्रैक्टर, ई रिक्शा व बाइक को मारी टक्कर पिता पुत्र की मौत xyxy=(217,664,757,720)
color-chip xyxy=(627,2376,643,2390)
article-headline: जिलाधिकारी के पक्ष में उतरा सन्त समाज xyxy=(619,1008,875,1059)
